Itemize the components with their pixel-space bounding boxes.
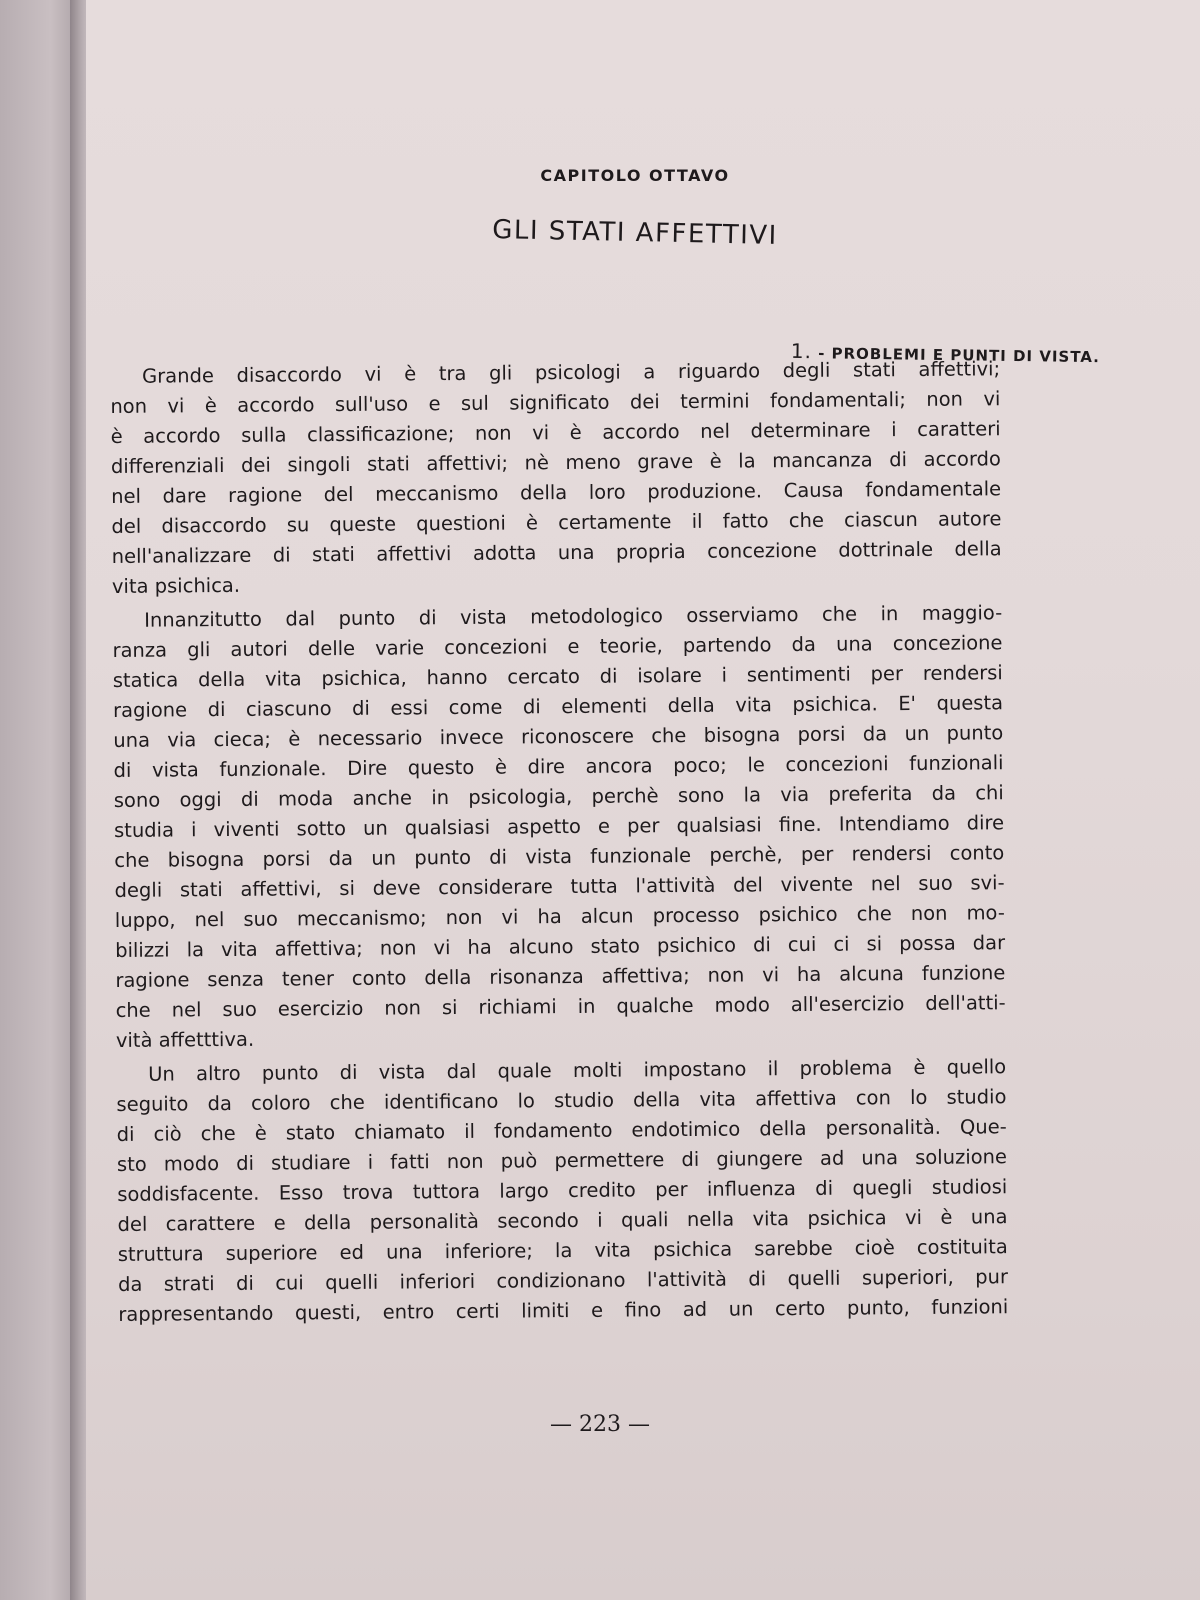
- text-line: sto modo di studiare i fatti non può permettere di giungere ad una soluzione: [116, 1145, 1008, 1176]
- text-line: Innanzitutto dal punto di vista metodologico osserviamo che in maggio-: [144, 601, 1003, 632]
- text-line: una via cieca; è necessario invece riconoscere che bisogna porsi da un punto: [113, 721, 1004, 752]
- text-line: nel dare ragione del meccanismo della loro produzione. Causa fondamentale: [111, 477, 1002, 508]
- text-line: degli stati affettivi, si deve considerare tutta l'attività del vivente nel suo svi-: [114, 871, 1005, 902]
- text-line: vità affetttiva.: [115, 1027, 255, 1052]
- text-line: che bisogna porsi da un punto di vista funzionale perchè, per rendersi conto: [114, 841, 1005, 872]
- chapter-label: CAPITOLO OTTAVO: [540, 166, 730, 185]
- text-line: studia i viventi sotto un qualsiasi aspetto e per qualsiasi fine. Intendiamo dire: [113, 811, 1005, 842]
- text-line: è accordo sulla classificazione; non vi è accordo nel determinare i caratteri: [110, 417, 1001, 448]
- text-line: da strati di cui quelli inferiori condizionano l'attività di quelli superiori, pur: [117, 1265, 1009, 1296]
- text-line: bilizzi la vita affettiva; non vi ha alcuno stato psichico di cui ci si possa dar: [115, 931, 1006, 962]
- text-line: differenziali dei singoli stati affettivi; nè meno grave è la mancanza di accordo: [110, 447, 1001, 478]
- book-page: [86, 0, 1200, 1600]
- text-line: di ciò che è stato chiamato il fondamento endotimico della personalità. Que-: [116, 1115, 1007, 1146]
- paragraph: [112, 598, 1006, 1056]
- text-line: ranza gli autori delle varie concezioni e teorie, partendo da una concezione: [112, 631, 1003, 662]
- text-line: vita psichica.: [111, 573, 241, 598]
- section-number: 1.: [790, 338, 813, 364]
- text-line: seguito da coloro che identificano lo studio della vita affettiva con lo studio: [116, 1085, 1007, 1116]
- text-line: che nel suo esercizio non si richiami in qualche modo all'esercizio dell'atti-: [115, 991, 1006, 1022]
- text-line: non vi è accordo sull'uso e sul significato dei termini fondamentali; non vi: [110, 387, 1001, 418]
- chapter-title: GLI STATI AFFETTIVI: [491, 215, 779, 251]
- text-line: ragione senza tener conto della risonanza affettiva; non vi ha alcuna funzione: [115, 961, 1006, 992]
- text-line: ragione di ciascuno di essi come di elementi della vita psichica. E' questa: [112, 691, 1004, 722]
- text-line: sono oggi di moda anche in psicologia, perchè sono la via preferita da chi: [113, 781, 1004, 812]
- text-line: del carattere e della personalità secondo i quali nella vita psichica vi è una: [117, 1205, 1008, 1236]
- page-number: — 223 —: [550, 1412, 650, 1437]
- text-line: struttura superiore ed una inferiore; la vita psichica sarebbe cioè costituita: [117, 1235, 1008, 1266]
- body-text: [110, 354, 1008, 1334]
- text-line: rappresentando questi, entro certi limiti e fino ad un certo punto, funzioni: [118, 1295, 1009, 1326]
- text-line: del disaccordo su queste questioni è certamente il fatto che ciascun autore: [111, 507, 1002, 538]
- paragraph: [110, 354, 1002, 602]
- text-line: soddisfacente. Esso trova tuttora largo credito per influenza di quegli studiosi: [117, 1175, 1008, 1206]
- text-line: Un altro punto di vista dal quale molti impostano il problema è quello: [148, 1055, 1007, 1086]
- text-line: Grande disaccordo vi è tra gli psicologi a riguardo degli stati affettivi;: [142, 357, 1001, 388]
- page-content: [100, 0, 1100, 1600]
- paragraph: [116, 1052, 1008, 1330]
- text-line: nell'analizzare di stati affettivi adotta una propria concezione dottrinale della: [111, 537, 1002, 568]
- text-line: statica della vita psichica, hanno cercato di isolare i sentimenti per rendersi: [112, 661, 1003, 692]
- text-line: di vista funzionale. Dire questo è dire ancora poco; le concezioni funzionali: [113, 751, 1004, 782]
- text-line: luppo, nel suo meccanismo; non vi ha alcun processo psichico che non mo-: [114, 901, 1005, 932]
- section-title: - PROBLEMI E PUNTI DI VISTA.: [818, 344, 1101, 367]
